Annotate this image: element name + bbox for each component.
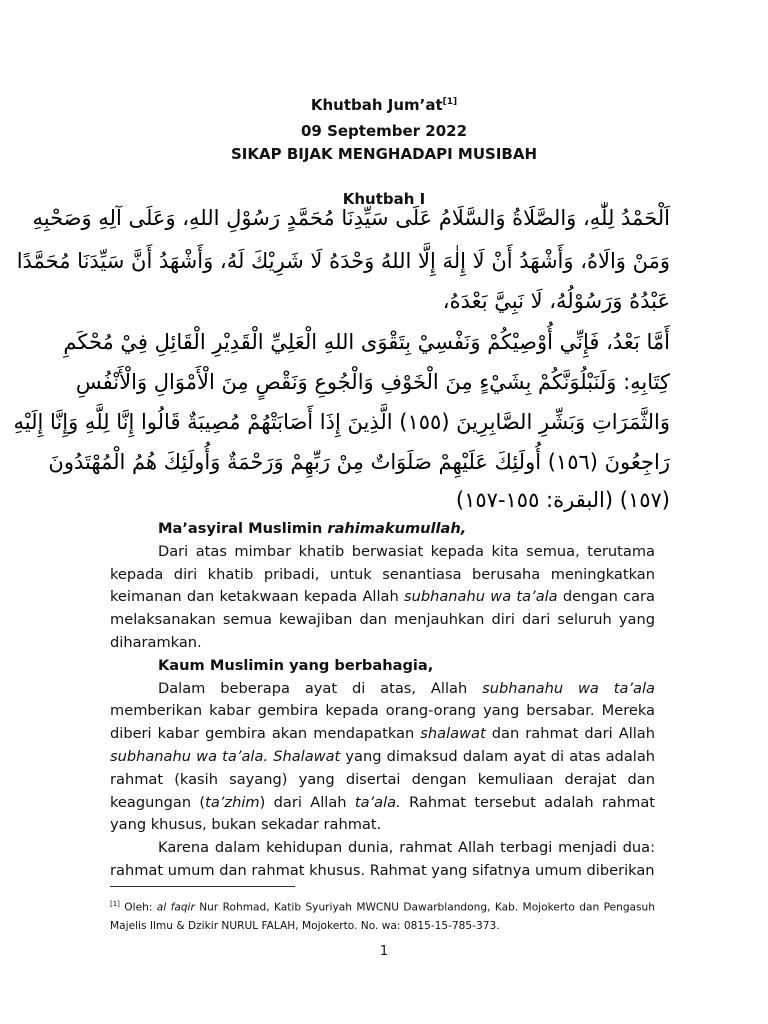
arabic-line-2: وَمَنْ وَالَاهُ، وَأَشْهَدُ أَنْ لَا إِلٰهَ إِلَّا اللهُ وَحْدَهُ لَا شَرِيْكَ لَهُ، وَأَشْهَدُ أَنَّ سَيِّدَنَا مُحَمَّدًا xyxy=(16,249,670,273)
arabic-line-1: اَلْحَمْدُ لِلّٰهِ، وَالصَّلَاةُ وَالسَّلَامُ عَلَى سَيِّدِنَا مُحَمَّدٍ رَسُوْلِ اللهِ، وَعَلَى آلِهِ وَصَحْبِهِ xyxy=(32,206,670,230)
paragraph-2: Dalam beberapa ayat di atas, Allah subhanahu wa ta’ala memberikan kabar gembira kepada orang-orang yang bersabar. Mereka diberi kabar gembira akan mendapatkan shalawat dan rahmat dari Allah subhanahu wa ta’ala. Shalawat yang dimaksud dalam ayat di atas adalah rahmat (kasih sayang) yang disertai dengan kemuliaan derajat dan keagungan (ta’zhim) dari Allah ta’ala. Rahmat tersebut adalah rahmat yang khusus, bukan sekadar rahmat. xyxy=(110,679,656,834)
arabic-line-7: رَاجِعُونَ (١٥٦) أُولَئِكَ عَلَيْهِمْ صَلَوَاتٌ مِنْ رَبِّهِمْ وَرَحْمَةٌ وَأُولَئِكَ هُمُ الْمُهْتَدُونَ xyxy=(48,450,670,474)
arabic-line-8: (١٥٧) (البقرة: ١٥٥-١٥٧) xyxy=(455,488,670,512)
paragraph-3: Karena dalam kehidupan dunia, rahmat Allah terbagi menjadi dua: rahmat umum dan rahmat khusus. Rahmat yang sifatnya umum diberikan xyxy=(110,839,655,879)
body-text xyxy=(110,518,655,883)
footnote: [1] Oleh: al faqir Nur Rohmad, Katib Syuriyah MWCNU Dawarblandong, Kab. Mojokerto dan Pengasuh Majelis Ilmu & Dzikir NURUL FALAH, Mojokerto. No. wa: 0815-15-785-373. xyxy=(110,900,655,932)
section-heading: Khutbah I xyxy=(342,190,426,208)
footnote-mark: [1] xyxy=(110,900,120,908)
khutbah-subject: SIKAP BIJAK MENGHADAPI MUSIBAH xyxy=(230,145,538,163)
arabic-line-6: وَالثَّمَرَاتِ وَبَشِّرِ الصَّابِرِينَ (١٥٥) الَّذِينَ إِذَا أَصَابَتْهُمْ مُصِيبَةٌ قَالُوا إِنَّا لِلَّهِ وَإِنَّا إِلَيْهِ xyxy=(13,410,670,434)
page-number: 1 xyxy=(379,944,389,959)
arabic-line-4: أَمَّا بَعْدُ، فَإِنِّي أُوْصِيْكُمْ وَنَفْسِيْ بِتَقْوَى اللهِ الْعَلِيِّ الْقَدِيْرِ الْقَائِلِ فِيْ مُحْكَمِ xyxy=(63,330,670,354)
khutbah-date: 09 September 2022 xyxy=(300,122,468,140)
khutbah-title: Khutbah Jum’at[1] xyxy=(310,96,458,114)
paragraph-1: Dari atas mimbar khatib berwasiat kepada kita semua, terutama kepada diri khatib pribadi, untuk senantiasa berusaha meningkatkan keimanan dan ketakwaan kepada Allah subhanahu wa ta’ala dengan cara melaksanakan semua kewajiban dan menjauhkan diri dari seluruh yang diharamkan. xyxy=(110,542,656,651)
arabic-line-3: عَبْدُهُ وَرَسُوْلُهُ، لَا نَبِيَّ بَعْدَهُ، xyxy=(442,289,670,313)
heading-berbahagia: Kaum Muslimin yang berbahagia, xyxy=(158,656,434,674)
footnote-ref[interactable]: [1] xyxy=(442,97,458,107)
heading-rahimakumullah: Ma’asyiral Muslimin rahimakumullah, xyxy=(158,520,467,537)
arabic-line-5: كِتَابِهِ: وَلَنَبْلُوَنَّكُمْ بِشَيْءٍ مِنَ الْخَوْفِ وَالْجُوعِ وَنَقْصٍ مِنَ الْأَمْوَالِ وَالْأَنْفُسِ xyxy=(75,370,670,394)
footnote-divider xyxy=(110,886,295,887)
